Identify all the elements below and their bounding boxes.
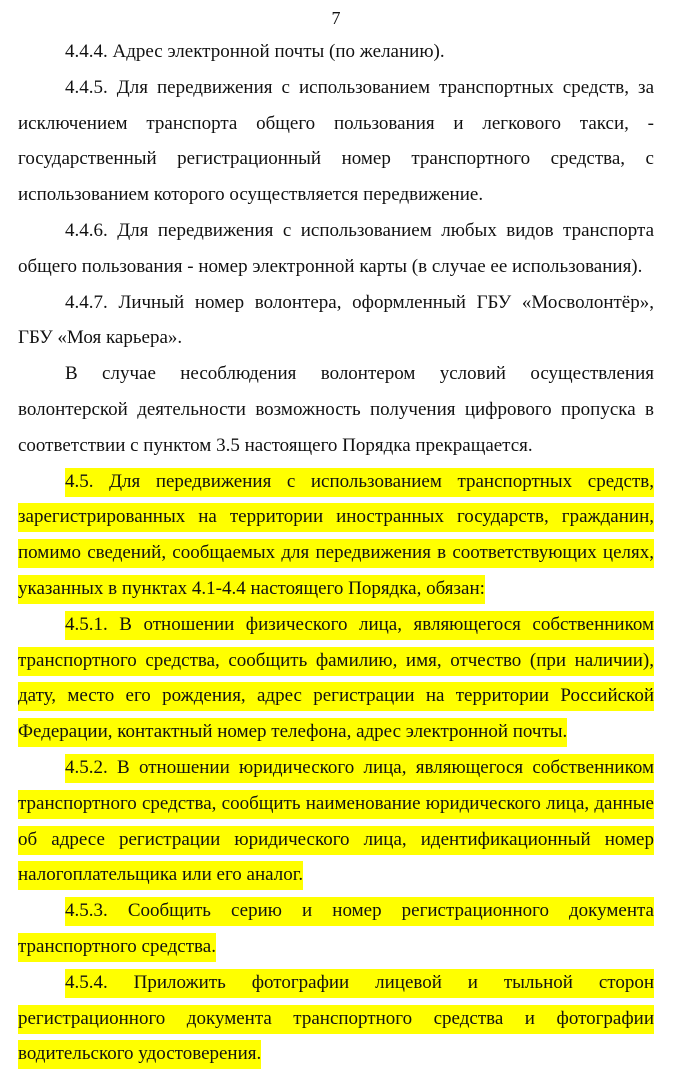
paragraph-4-5 — [18, 464, 654, 607]
paragraph-text: В случае несоблюдения волонтером условий осуществления волонтерской деятельности возможность получения цифрового пропуска в соответствии с пунктом 3.5 настоящего Порядка прекращается. — [18, 363, 654, 456]
highlighted-paragraph-text: 4.5.4. Приложить фотографии лицевой и тыльной сторон регистрационного документа транспортного средства и фотографии водительского удостоверения. — [18, 969, 654, 1070]
paragraph-4-4-5 — [18, 70, 654, 213]
page-number: 7 — [331, 8, 341, 28]
paragraph-4-5-1 — [18, 607, 654, 750]
paragraph-4-4-7 — [18, 285, 654, 357]
paragraph-4-5-3 — [18, 893, 654, 965]
paragraph-4-4-4 — [18, 34, 654, 70]
highlighted-paragraph-text: 4.5.1. В отношении физического лица, являющегося собственником транспортного средства, сообщить фамилию, имя, отчество (при наличии), дату, место его рождения, адрес регистрации на территории Российской Федерации, контактный номер телефона, адрес электронной почты. — [18, 611, 654, 747]
highlighted-paragraph-text: 4.5.2. В отношении юридического лица, являющегося собственником транспортного средства, сообщить наименование юридического лица, данные об адресе регистрации юридического лица, идентификационный номер налогоплательщика или его аналог. — [18, 754, 654, 890]
document-page — [18, 0, 654, 1072]
paragraph-4-4-6 — [18, 213, 654, 285]
paragraph-4-5-2 — [18, 750, 654, 893]
highlighted-paragraph-text: 4.5.3. Сообщить серию и номер регистрационного документа транспортного средства. — [18, 897, 654, 962]
paragraph-text: 4.4.6. Для передвижения с использованием любых видов транспорта общего пользования - номер электронной карты (в случае ее использования). — [18, 219, 654, 277]
paragraph-text: 4.4.4. Адрес электронной почты (по желанию). — [65, 41, 445, 62]
paragraph-text: 4.4.5. Для передвижения с использованием транспортных средств, за исключением транспорта общего пользования и легкового такси, - государственный регистрационный номер транспортного средства, с использованием которого осуществляется передвижение. — [18, 76, 654, 206]
paragraph-4-5-4 — [18, 965, 654, 1072]
paragraph-volunteer-termination — [18, 356, 654, 463]
paragraph-text: 4.4.7. Личный номер волонтера, оформленный ГБУ «Мосволонтёр», ГБУ «Моя карьера». — [18, 291, 654, 349]
highlighted-paragraph-text: 4.5. Для передвижения с использованием транспортных средств, зарегистрированных на территории иностранных государств, гражданин, помимо сведений, сообщаемых для передвижения в соответствующих целях, указанных в пунктах 4.1-4.4 настоящего Порядка, обязан: — [18, 468, 654, 604]
